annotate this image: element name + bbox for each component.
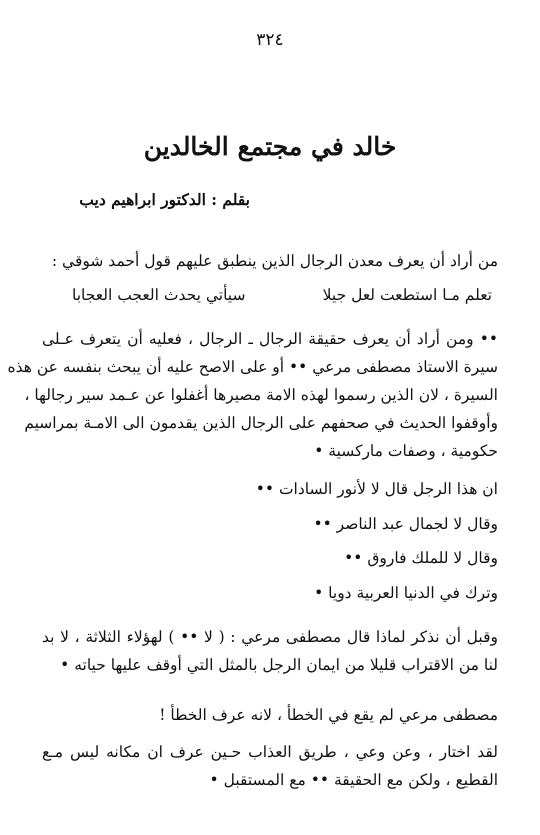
intro-line: من أراد أن يعرف معدن الرجال الذين ينطبق عليهم قول أحمد شوقي : bbox=[51, 252, 498, 270]
paragraph-line: لنا من الاقتراب قليلا من ايمان الرجل بالمثل التي أوقف عليها حياته • bbox=[60, 656, 498, 674]
article-title: خالد في مجتمع الخالدين bbox=[143, 132, 397, 161]
paragraph-line: وأوقفوا الحديث في صحفهم على الرجال الذين يقدمون الى الامـة بمراسيم bbox=[24, 414, 498, 432]
page-number: ٣٢٤ bbox=[256, 30, 284, 50]
list-line: ان هذا الرجل قال لا لأنور السادات •• bbox=[255, 480, 498, 498]
statement-line: مصطفى مرعي لم يقع في الخطأ ، لانه عرف الخطأ ! bbox=[159, 706, 498, 724]
paragraph-line: السيرة ، لان الذين رسموا لهذه الامة مصيرها أغفلوا عن عـمد سير رجالها ، bbox=[24, 386, 498, 404]
list-line: وترك في الدنيا العربية دويا • bbox=[314, 584, 498, 602]
paragraph-line: لقد اختار ، وعن وعي ، طريق العذاب حـين عرف ان مكانه ليس مـع bbox=[42, 743, 498, 761]
list-line: وقال لا لجمال عبد الناصر •• bbox=[313, 515, 498, 533]
paragraph-line: •• ومن أراد أن يعرف حقيقة الرجال ـ الرجال ، فعليه أن يتعرف عـلى bbox=[42, 330, 498, 348]
paragraph-line: وقبل أن نذكر لماذا قال مصطفى مرعي : ( لا •• ) لهؤلاء الثلاثة ، لا بد bbox=[42, 628, 498, 646]
paragraph-line: سيرة الاستاذ مصطفى مرعي •• أو على الاصح عليه أن يبحث بنفسه عن هذه bbox=[7, 358, 498, 376]
verse-first-hemistich: تعلم مـا استطعت لعل جيلا bbox=[322, 286, 492, 304]
paragraph-line: حكومية ، وصفات ماركسية • bbox=[314, 442, 498, 460]
verse-second-hemistich: سيأتي يحدث العجب العجابا bbox=[72, 286, 246, 304]
paragraph-line: القطيع ، ولكن مع الحقيقة •• مع المستقبل • bbox=[209, 771, 498, 789]
list-line: وقال لا للملك فاروق •• bbox=[344, 549, 498, 567]
author-byline: بقلم : الدكتور ابراهيم ديب bbox=[79, 190, 250, 209]
